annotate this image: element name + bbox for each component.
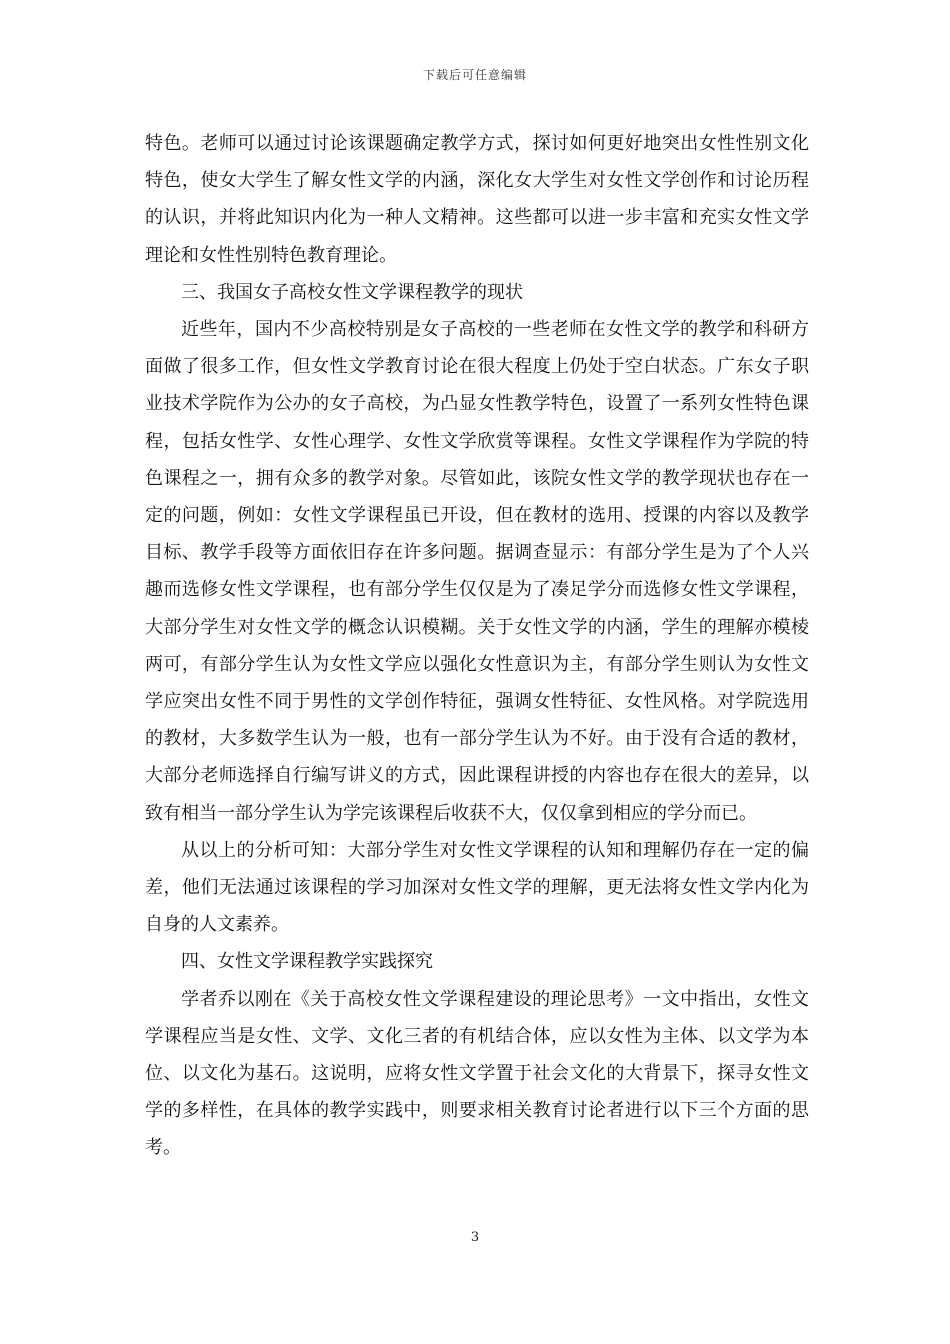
section-heading-3: 三、我国女子高校女性文学课程教学的现状 — [181, 281, 523, 303]
section-heading-4: 四、女性文学课程教学实践探究 — [181, 951, 433, 973]
paragraph-analysis: 从以上的分析可知：大部分学生对女性文学课程的认知和理解仍存在一定的偏差，他们无法通过该课程的学习加深对女性文学的理解，更无法将女性文学内化为自身的人文素养。 — [145, 839, 809, 936]
document-body — [145, 125, 809, 1167]
paragraph-continuation: 特色。老师可以通过讨论该课题确定教学方式，探讨如何更好地突出女性性别文化特色，使女大学生了解女性文学的内涵，深化女大学生对女性文学创作和讨论历程的认识，并将此知识内化为一种人文精神。这些都可以进一步丰富和充实女性文学理论和女性性别特色教育理论。 — [145, 133, 809, 266]
paragraph-current-status: 近些年，国内不少高校特别是女子高校的一些老师在女性文学的教学和科研方面做了很多工作，但女性文学教育讨论在很大程度上仍处于空白状态。广东女子职业技术学院作为公办的女子高校，为凸显女性教学特色，设置了一系列女性特色课程，包括女性学、女性心理学、女性文学欣赏等课程。女性文学课程作为学院的特色课程之一，拥有众多的教学对象。尽管如此，该院女性文学的教学现状也存在一定的问题，例如：女性文学课程虽已开设，但在教材的选用、授课的内容以及教学目标、教学手段等方面依旧存在许多问题。据调查显示：有部分学生是为了个人兴趣而选修女性文学课程，也有部分学生仅仅是为了凑足学分而选修女性文学课程，大部分学生对女性文学的概念认识模糊。关于女性文学的内涵，学生的理解亦模棱两可，有部分学生认为女性文学应以强化女性意识为主，有部分学生则认为女性文学应突出女性不同于男性的文学创作特征，强调女性特征、女性风格。对学院选用的教材，大多数学生认为一般，也有一部分学生认为不好。由于没有合适的教材，大部分老师选择自行编写讲义的方式，因此课程讲授的内容也存在很大的差异，以致有相当一部分学生认为学完该课程后收获不大，仅仅拿到相应的学分而已。 — [145, 319, 809, 824]
paragraph-practice: 学者乔以刚在《关于高校女性文学课程建设的理论思考》一文中指出，女性文学课程应当是女性、文学、文化三者的有机结合体，应以女性为主体、以文学为本位、以文化为基石。这说明，应将女性文学置于社会文化的大背景下，探寻女性文学的多样性，在具体的教学实践中，则要求相关教育讨论者进行以下三个方面的思考。 — [145, 988, 809, 1159]
page-number: 3 — [470, 1230, 480, 1245]
page-header: 下载后可任意编辑 — [422, 68, 527, 82]
